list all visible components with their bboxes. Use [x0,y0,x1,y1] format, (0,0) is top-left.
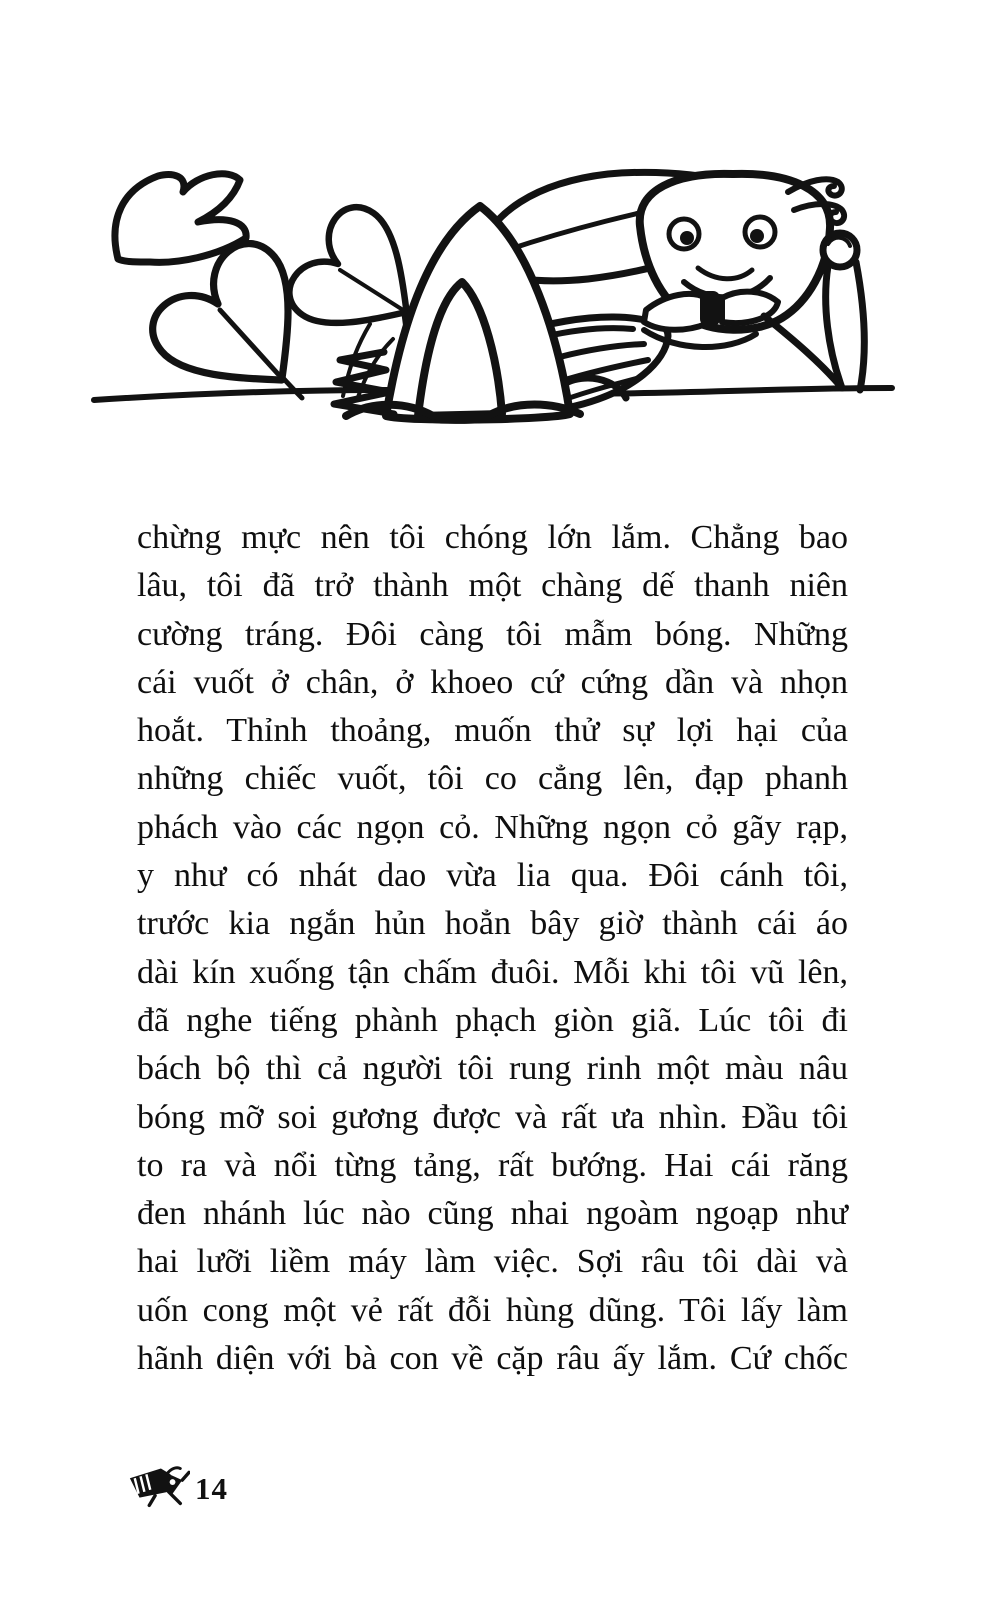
text-line: to ra và nổi từng tảng, rất bướng. Hai cái răng [137,1146,848,1184]
text-line: trước kia ngắn hủn hoẳn bây giờ thành cái áo [137,905,848,943]
page-footer [126,1460,228,1510]
text-line: bách bộ thì cả người tôi rung rinh một màu nâu [137,1050,848,1088]
cricket-reclining-drawing [88,162,906,438]
page-number: 14 [195,1471,228,1506]
text-line: đã nghe tiếng phành phạch giòn giã. Lúc tôi đi [137,1001,848,1039]
text-line: đen nhánh lúc nào cũng nhai ngoàm ngoạp như [137,1195,848,1233]
body-text [137,514,848,1383]
text-line: uốn cong một vẻ rất đỗi hùng dũng. Tôi lấy làm [137,1291,848,1329]
text-line: bóng mỡ soi gương được và rất ưa nhìn. Đầu tôi [137,1098,848,1136]
text-line: hãnh diện với bà con về cặp râu ấy lắm. Cứ chốc [137,1340,848,1378]
text-line: cái vuốt ở chân, ở khoeo cứ cứng dần và nhọn [137,663,848,701]
text-line: chừng mực nên tôi chóng lớn lắm. Chẳng bao [137,519,848,556]
text-line: lâu, tôi đã trở thành một chàng dế thanh niên [137,567,848,605]
text-line: cường tráng. Đôi càng tôi mẫm bóng. Những [137,615,848,653]
text-line: y như có nhát dao vừa lia qua. Đôi cánh tôi, [137,857,848,895]
text-line: hoắt. Thỉnh thoảng, muốn thử sự lợi hại của [137,712,848,750]
text-line: những chiếc vuốt, tôi co cẳng lên, đạp phanh [137,760,848,798]
text-line: phách vào các ngọn cỏ. Những ngọn cỏ gãy rạp, [137,808,848,846]
text-line: dài kín xuống tận chấm đuôi. Mỗi khi tôi vũ lên, [137,953,848,991]
cricket-illustration [88,162,906,438]
text-line: hai lưỡi liềm máy làm việc. Sợi râu tôi dài và [137,1243,848,1281]
cricket-icon [126,1460,190,1510]
collar-bow [644,294,706,330]
